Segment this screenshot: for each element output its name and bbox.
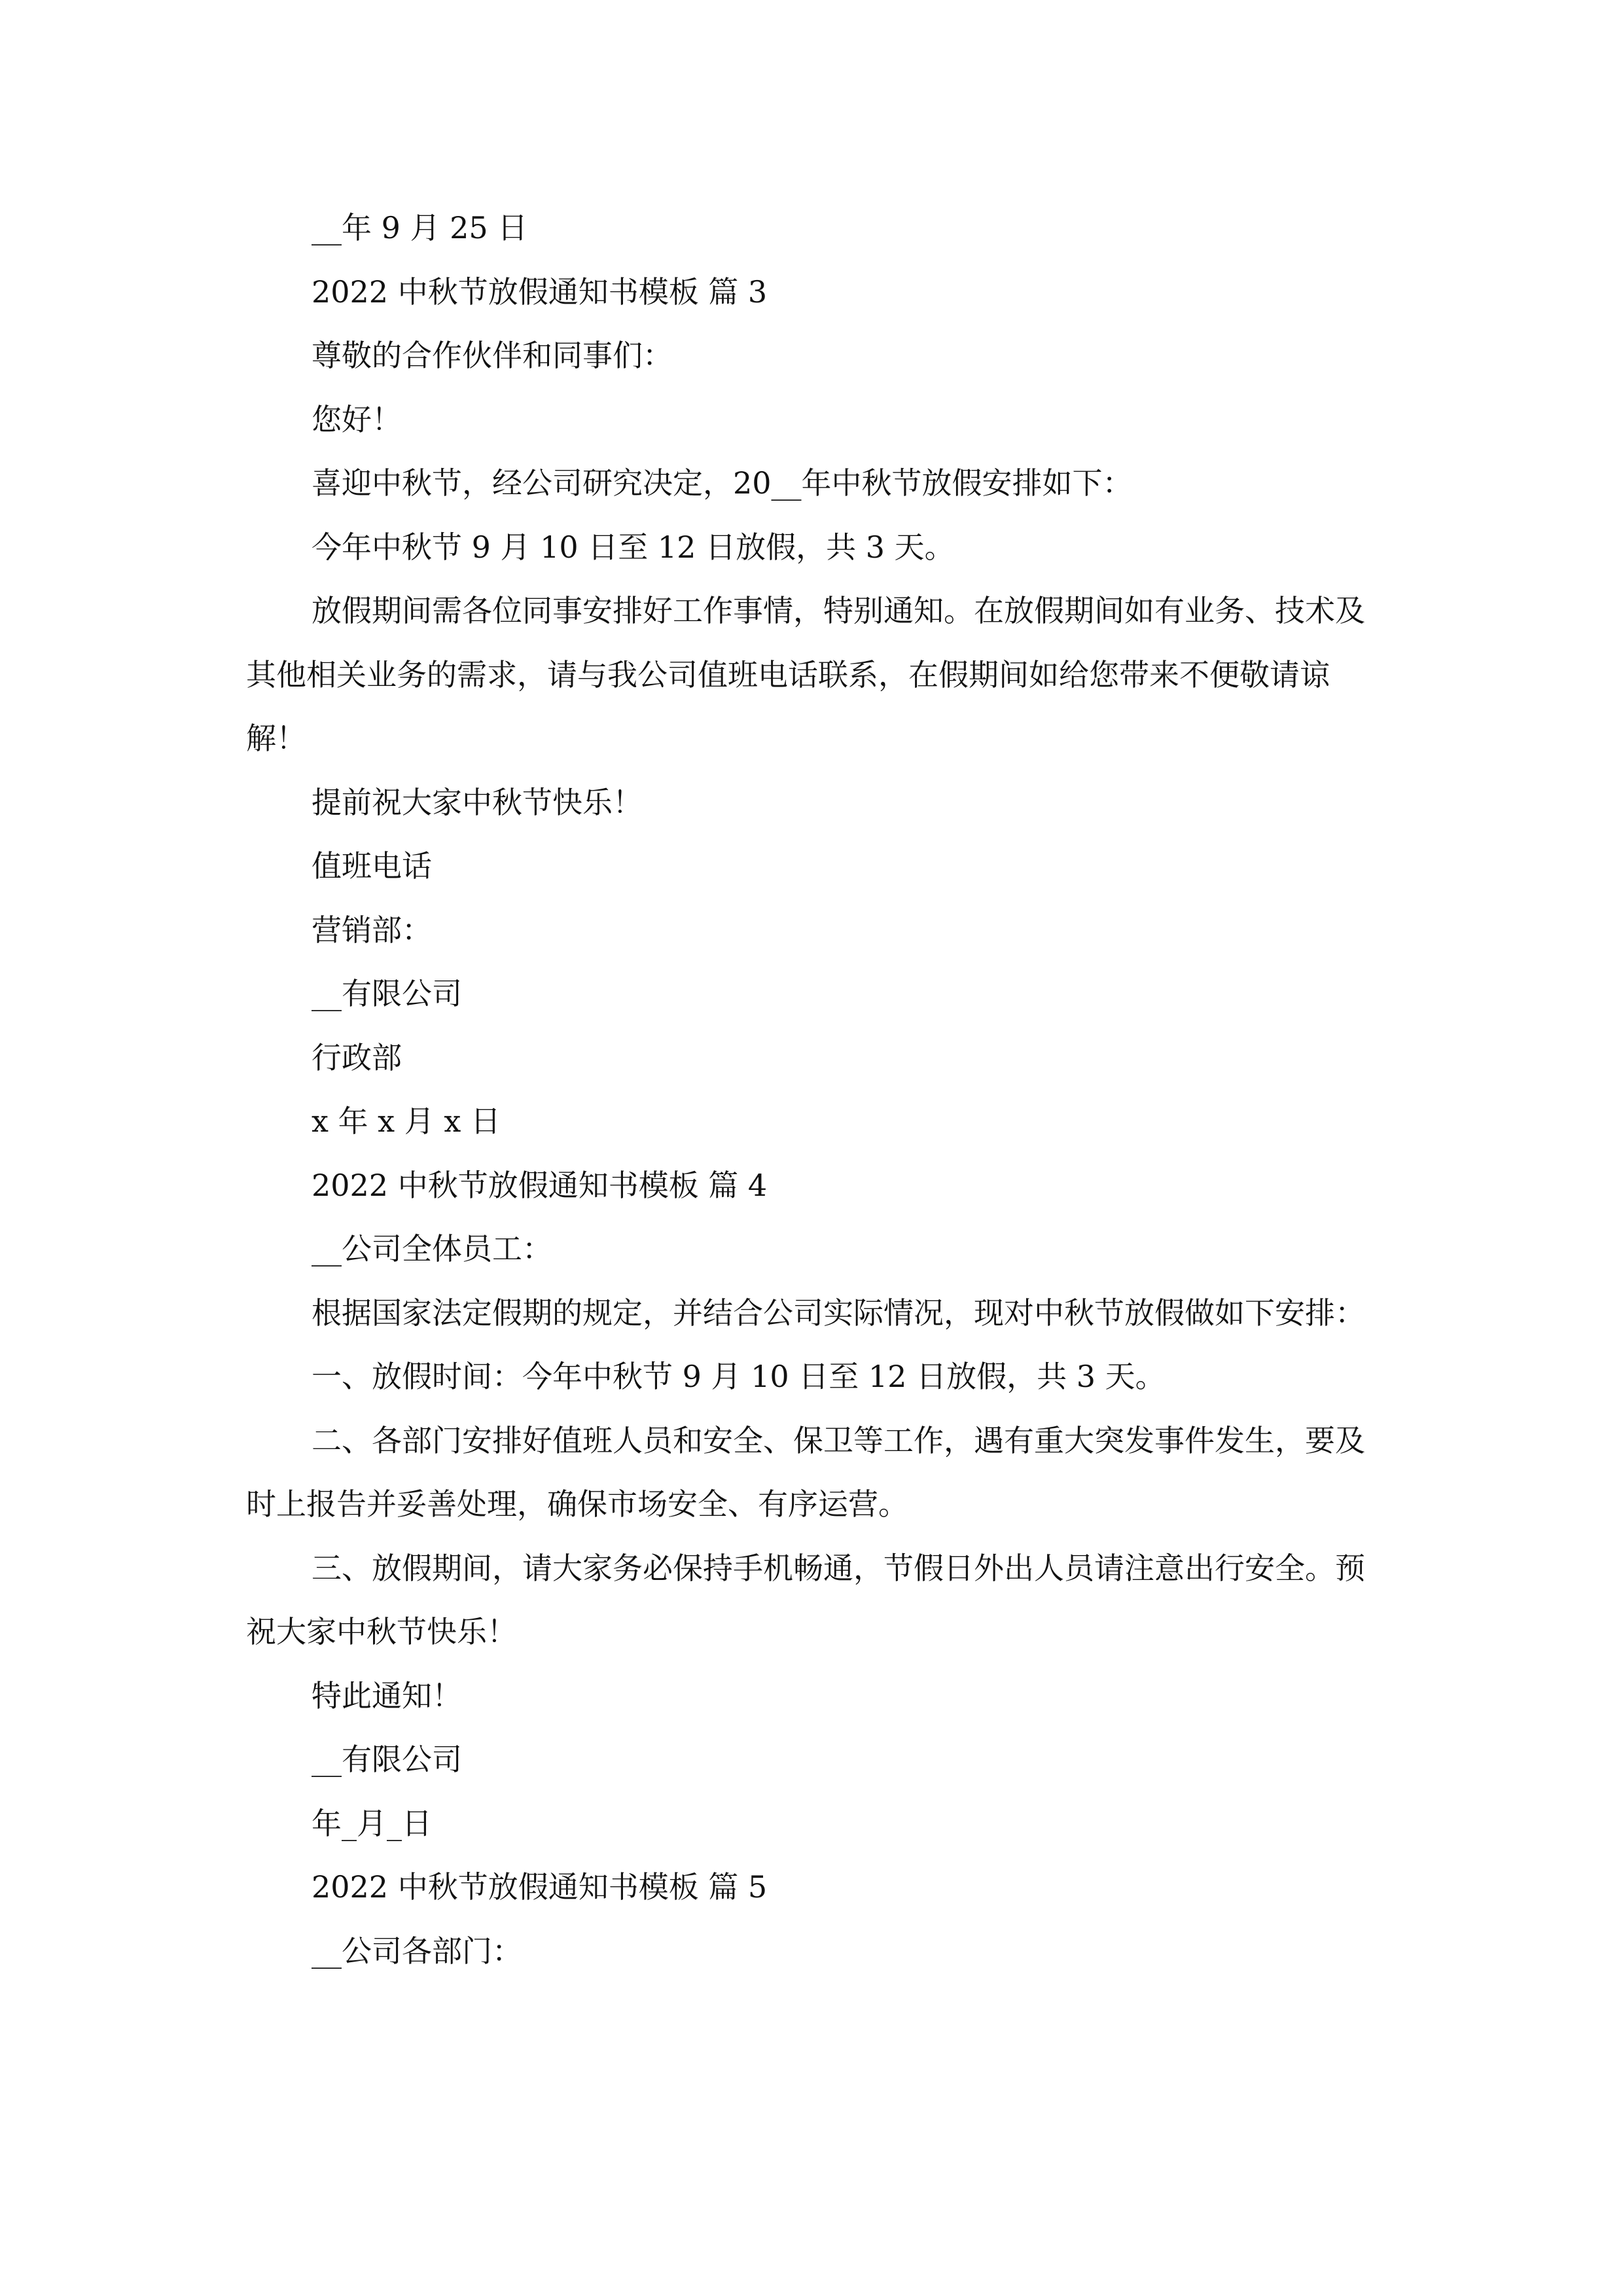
date-line: 年_月_日 — [312, 1805, 432, 1841]
section-heading-5: 2022 中秋节放假通知书模板 篇 5 — [312, 1869, 768, 1905]
body-paragraph: 放假期间需各位同事安排好工作事情，特别通知。在放假期间如有业务、技术及其他相关业务的需求，请与我公司值班电话联系，在假期间如给您带来不便敬请谅解！ — [246, 593, 1365, 756]
date-line: x 年 x 月 x 日 — [312, 1103, 501, 1139]
body-paragraph: 喜迎中秋节，经公司研究决定，20__年中秋节放假安排如下： — [312, 465, 1133, 501]
signature-department: 行政部 — [312, 1039, 402, 1075]
signature-company: __有限公司 — [312, 976, 462, 1011]
salutation: __公司全体员工： — [312, 1231, 552, 1266]
date-line: __年 9 月 25 日 — [312, 210, 528, 245]
body-paragraph: 提前祝大家中秋节快乐！ — [312, 784, 643, 820]
body-paragraph: 值班电话 — [312, 848, 432, 884]
body-paragraph: 二、各部门安排好值班人员和安全、保卫等工作，遇有重大突发事件发生，要及时上报告并妥善处理，确保市场安全、有序运营。 — [246, 1422, 1365, 1522]
salutation: __公司各部门： — [312, 1933, 522, 1969]
signature-company: __有限公司 — [312, 1742, 462, 1777]
salutation: 尊敬的合作伙伴和同事们： — [312, 338, 673, 373]
body-paragraph: 根据国家法定假期的规定，并结合公司实际情况，现对中秋节放假做如下安排： — [312, 1295, 1365, 1331]
body-paragraph: 营销部： — [312, 912, 432, 948]
body-paragraph: 三、放假期间，请大家务必保持手机畅通，节假日外出人员请注意出行安全。预祝大家中秋节快乐！ — [246, 1550, 1365, 1649]
body-paragraph: 今年中秋节 9 月 10 日至 12 日放假，共 3 天。 — [312, 529, 955, 565]
section-heading-3: 2022 中秋节放假通知书模板 篇 3 — [312, 274, 768, 310]
greeting: 您好！ — [312, 401, 402, 437]
document-body — [246, 196, 1377, 1983]
body-paragraph: 特此通知！ — [312, 1677, 462, 1713]
body-paragraph: 一、放假时间：今年中秋节 9 月 10 日至 12 日放假，共 3 天。 — [312, 1359, 1166, 1394]
section-heading-4: 2022 中秋节放假通知书模板 篇 4 — [312, 1167, 768, 1203]
